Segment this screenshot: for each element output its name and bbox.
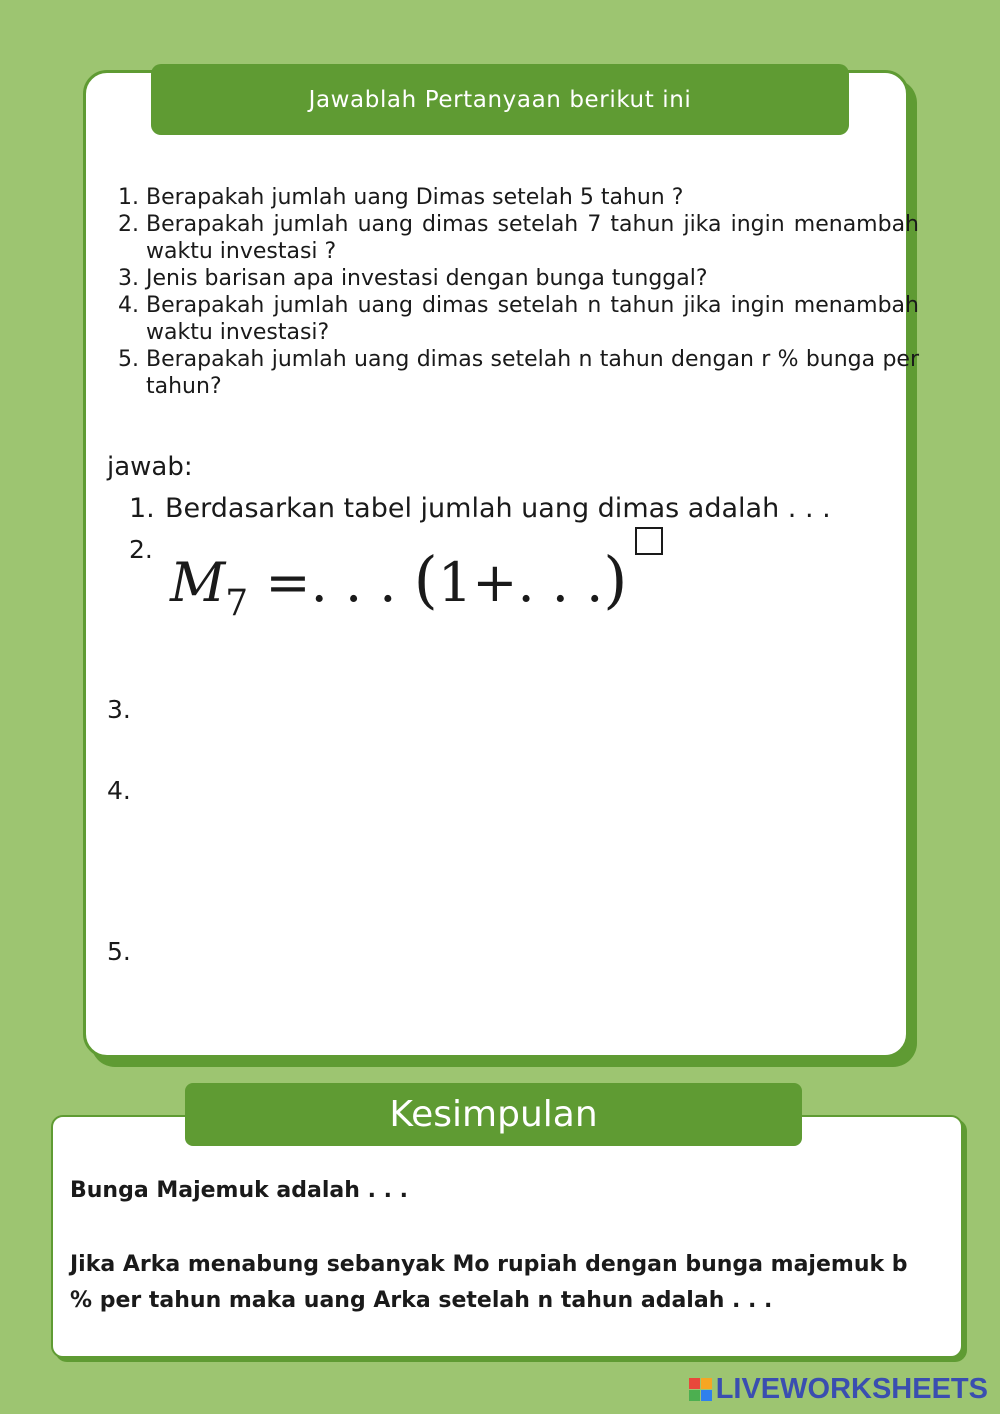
questions-banner	[151, 64, 849, 135]
logo-square	[689, 1390, 700, 1401]
formula-blank-rate: . . .	[517, 551, 604, 614]
formula-plus: +	[472, 551, 518, 614]
question-item	[118, 292, 919, 346]
answer-2-number: 2.	[129, 535, 153, 564]
answer-1-text: Berdasarkan tabel jumlah uang dimas adalah . . .	[165, 493, 831, 524]
formula-variable: M	[170, 551, 226, 614]
liveworksheets-logo-icon	[689, 1378, 712, 1401]
question-item	[118, 346, 919, 400]
answer-label: jawab:	[107, 452, 193, 482]
question-item	[118, 265, 919, 292]
answer-3-number: 3.	[107, 695, 131, 724]
banner-title: Jawablah Pertanyaan berikut ini	[308, 86, 692, 113]
conclusion-card	[51, 1115, 963, 1358]
brand-text: LIVEWORKSHEETS	[715, 1373, 988, 1405]
question-number: 2.	[118, 212, 139, 237]
formula-one: 1	[437, 551, 473, 614]
question-number: 1.	[118, 185, 139, 210]
conclusion-line-2: Jika Arka menabung sebanyak Mo rupiah dengan bunga majemuk b % per tahun maka uang Arka setelah n tahun adalah . . .	[70, 1252, 908, 1313]
answer-1	[129, 493, 831, 524]
question-number: 5.	[118, 347, 139, 372]
logo-square	[701, 1378, 712, 1389]
question-text: Jenis barisan apa investasi dengan bunga tunggal?	[146, 266, 708, 291]
question-text: Berapakah jumlah uang dimas setelah n tahun dengan r % bunga per tahun?	[146, 347, 919, 399]
question-text: Berapakah jumlah uang dimas setelah n tahun jika ingin menambah waktu investasi?	[146, 293, 919, 345]
question-list	[118, 184, 919, 400]
question-text: Berapakah jumlah uang Dimas setelah 5 tahun ?	[146, 185, 684, 210]
question-number: 3.	[118, 266, 139, 291]
logo-square	[701, 1390, 712, 1401]
question-item	[118, 184, 919, 211]
conclusion-title: Kesimpulan	[389, 1094, 598, 1135]
answer-5-number: 5.	[107, 937, 131, 966]
logo-square	[689, 1378, 700, 1389]
answer-1-number: 1.	[129, 493, 155, 524]
formula-equals: =	[265, 551, 311, 614]
question-text: Berapakah jumlah uang dimas setelah 7 tahun jika ingin menambah waktu investasi ?	[146, 212, 919, 264]
answer-4-number: 4.	[107, 776, 131, 805]
formula-blank-principal: . . .	[310, 551, 397, 614]
compound-interest-formula	[170, 527, 663, 624]
formula-subscript: 7	[225, 583, 249, 624]
liveworksheets-brand	[689, 1373, 988, 1406]
conclusion-line-1: Bunga Majemuk adalah . . .	[70, 1178, 408, 1203]
question-item	[118, 211, 919, 265]
formula-open-paren: (	[413, 543, 438, 616]
question-number: 4.	[118, 293, 139, 318]
exponent-answer-box[interactable]	[635, 527, 663, 555]
conclusion-banner	[185, 1083, 802, 1146]
formula-close-paren: )	[603, 543, 628, 616]
